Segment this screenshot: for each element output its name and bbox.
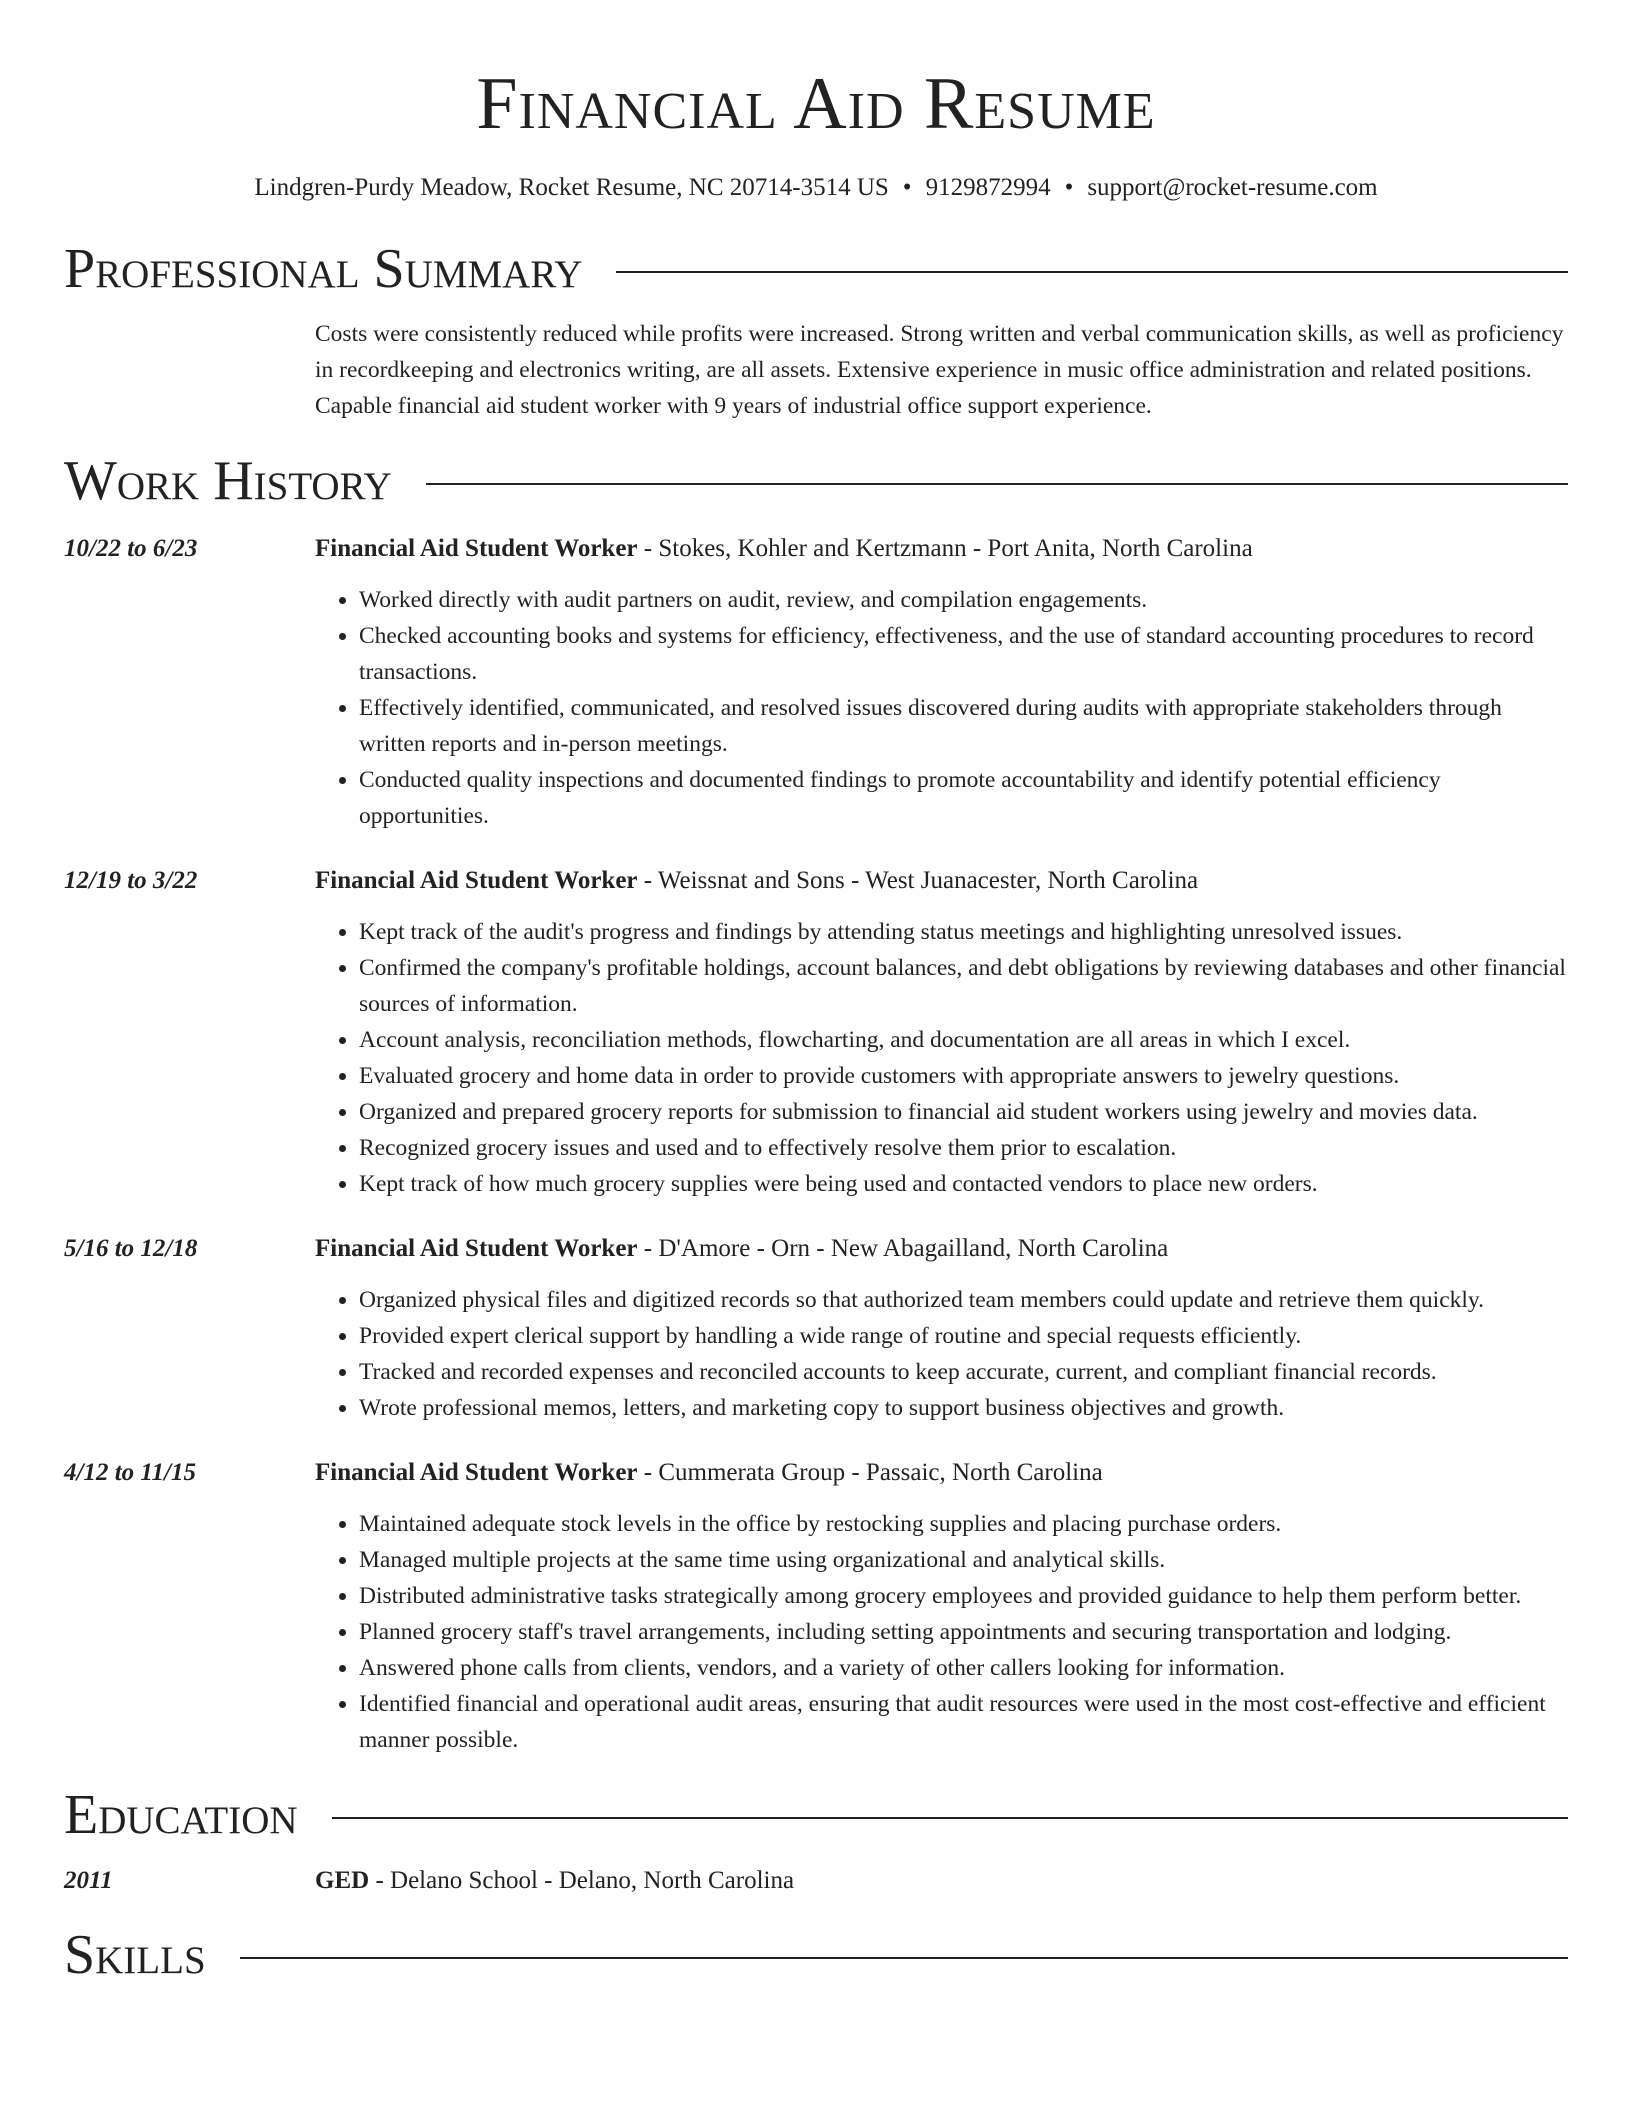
job-dates: 10/22 to 6/23: [64, 535, 198, 562]
list-item: • Organized and prepared grocery reports for submission to financial aid student workers using jewelry and movies data.: [359, 1094, 1568, 1130]
list-item: • Managed multiple projects at the same time using organizational and analytical skills.: [359, 1542, 1568, 1578]
section-rule: [426, 483, 1568, 485]
education-headline: [315, 1864, 1568, 1898]
job-details: - Cummerata Group - Passaic, North Carolina: [637, 1459, 1103, 1486]
section-header-skills: [64, 1920, 1568, 1990]
job-title: Financial Aid Student Worker: [315, 1459, 638, 1486]
job-headline: [315, 1232, 1568, 1266]
list-item: • Answered phone calls from clients, vendors, and a variety of other callers looking for information.: [359, 1650, 1568, 1686]
list-item: • Tracked and recorded expenses and reconciled accounts to keep accurate, current, and compliant financial records.: [359, 1354, 1568, 1390]
list-item: • Confirmed the company's profitable holdings, account balances, and debt obligations by reviewing databases and other financial sources of information.: [359, 950, 1568, 1022]
work-history-list: [64, 532, 1568, 1758]
resume-page: [64, 0, 1568, 1990]
list-item: • Effectively identified, communicated, and resolved issues discovered during audits with appropriate stakeholders through written reports and in-person meetings.: [359, 690, 1568, 762]
job-bullets: [315, 1506, 1568, 1758]
section-title-education: Education: [64, 1784, 298, 1846]
section-rule: [240, 1957, 1568, 1959]
job-details: - Weissnat and Sons - West Juanacester, North Carolina: [637, 867, 1199, 894]
list-item: • Organized physical files and digitized records so that authorized team members could update and retrieve them quickly.: [359, 1282, 1568, 1318]
job-title: Financial Aid Student Worker: [315, 535, 638, 562]
contact-separator: •: [1064, 174, 1074, 201]
job-dates: 12/19 to 3/22: [64, 867, 198, 894]
section-title-work: Work History: [64, 450, 392, 512]
contact-address: Lindgren-Purdy Meadow, Rocket Resume, NC 20714-3514 US: [254, 174, 889, 201]
job-entry: [64, 532, 1568, 834]
contact-phone: 9129872994: [925, 174, 1051, 201]
job-title: Financial Aid Student Worker: [315, 1235, 638, 1262]
contact-email: support@rocket-resume.com: [1087, 174, 1378, 201]
list-item: • Maintained adequate stock levels in the office by restocking supplies and placing purchase orders.: [359, 1506, 1568, 1542]
job-headline: [315, 532, 1568, 566]
job-entry: [64, 1232, 1568, 1426]
job-dates: 4/12 to 11/15: [64, 1459, 196, 1486]
list-item: • Checked accounting books and systems for efficiency, effectiveness, and the use of standard accounting procedures to record transactions.: [359, 618, 1568, 690]
list-item: • Recognized grocery issues and used and to effectively resolve them prior to escalation.: [359, 1130, 1568, 1166]
section-header-summary: [64, 234, 1568, 304]
list-item: • Kept track of how much grocery supplies were being used and contacted vendors to place new orders.: [359, 1166, 1568, 1202]
section-title-skills: Skills: [64, 1924, 206, 1986]
job-details: - D'Amore - Orn - New Abagailland, North Carolina: [637, 1235, 1169, 1262]
education-entry: [64, 1864, 1568, 1898]
job-headline: [315, 1456, 1568, 1490]
education-year: 2011: [64, 1867, 113, 1894]
list-item: • Distributed administrative tasks strategically among grocery employees and provided guidance to help them perform better.: [359, 1578, 1568, 1614]
list-item: • Account analysis, reconciliation methods, flowcharting, and documentation are all areas in which I excel.: [359, 1022, 1568, 1058]
job-entry: [64, 1456, 1568, 1758]
section-title-summary: Professional Summary: [64, 238, 583, 300]
section-rule: [616, 271, 1568, 273]
list-item: • Identified financial and operational audit areas, ensuring that audit resources were used in the most cost-effective and efficient manner possible.: [359, 1686, 1568, 1758]
job-dates: 5/16 to 12/18: [64, 1235, 198, 1262]
job-bullets: [315, 582, 1568, 834]
contact-separator: •: [902, 174, 912, 201]
list-item: • Provided expert clerical support by handling a wide range of routine and special requests efficiently.: [359, 1318, 1568, 1354]
contact-line: [64, 172, 1568, 204]
education-degree: GED: [315, 1867, 370, 1894]
education-details: - Delano School - Delano, North Carolina: [369, 1867, 795, 1894]
section-header-work: [64, 446, 1568, 516]
list-item: • Evaluated grocery and home data in order to provide customers with appropriate answers to jewelry questions.: [359, 1058, 1568, 1094]
list-item: • Kept track of the audit's progress and findings by attending status meetings and highlighting unresolved issues.: [359, 914, 1568, 950]
resume-title: Financial Aid Resume: [476, 63, 1156, 145]
job-details: - Stokes, Kohler and Kertzmann - Port Anita, North Carolina: [637, 535, 1253, 562]
list-item: • Worked directly with audit partners on audit, review, and compilation engagements.: [359, 582, 1568, 618]
list-item: • Conducted quality inspections and documented findings to promote accountability and identify potential efficiency opportunities.: [359, 762, 1568, 834]
summary-text: Costs were consistently reduced while profits were increased. Strong written and verbal communication skills, as well as proficiency in recordkeeping and electronics writing, are all assets. Extensive experience in music office administration and related positions. Capable financial aid student worker with 9 years of industrial office support experience.: [315, 321, 1564, 419]
job-title: Financial Aid Student Worker: [315, 867, 638, 894]
job-bullets: [315, 914, 1568, 1202]
job-bullets: [315, 1282, 1568, 1426]
job-entry: [64, 864, 1568, 1202]
section-rule: [332, 1817, 1568, 1819]
section-header-education: [64, 1780, 1568, 1850]
list-item: • Planned grocery staff's travel arrangements, including setting appointments and securing transportation and lodging.: [359, 1614, 1568, 1650]
job-headline: [315, 864, 1568, 898]
list-item: • Wrote professional memos, letters, and marketing copy to support business objectives and growth.: [359, 1390, 1568, 1426]
